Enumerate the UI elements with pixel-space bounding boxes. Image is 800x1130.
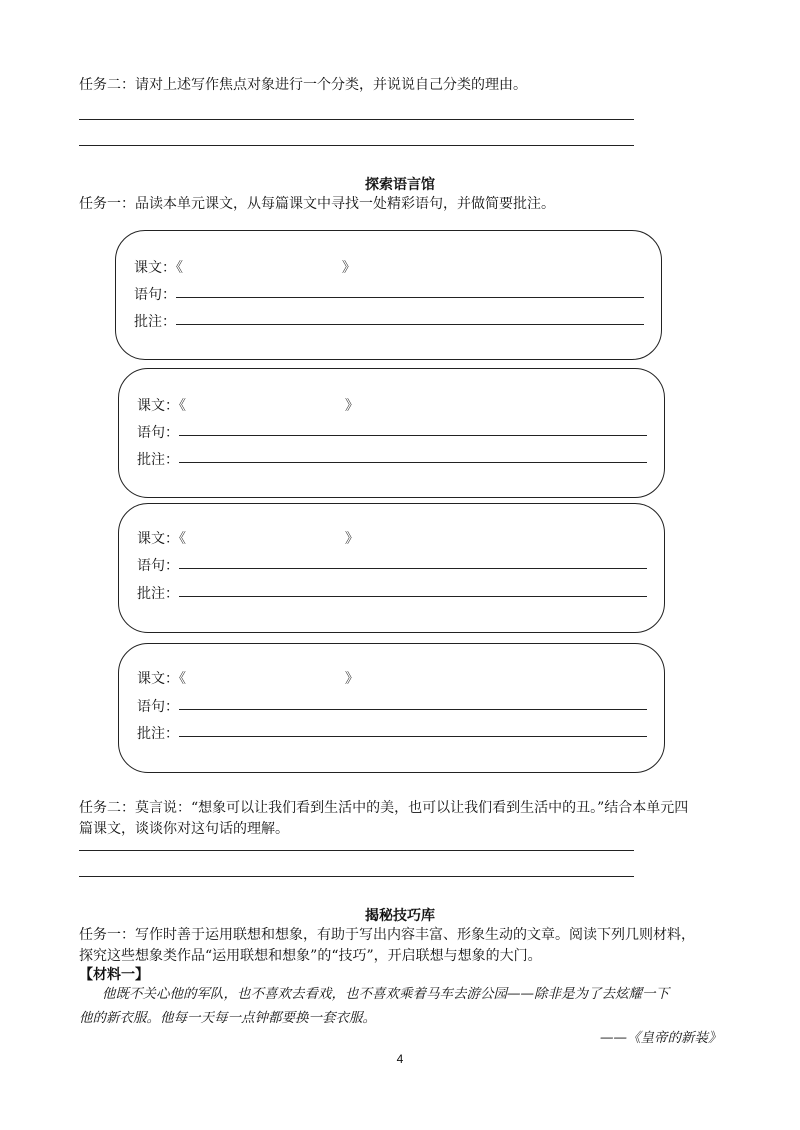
sentence-label: 语句： — [137, 425, 179, 441]
note-label: 批注： — [137, 452, 179, 468]
answer-line[interactable] — [79, 876, 634, 877]
sentence-line[interactable] — [179, 568, 647, 569]
task2-quote-line1: 任务二：莫言说：“想象可以让我们看到生活中的美，也可以让我们看到生活中的丑。”结合本单元四 — [79, 800, 689, 816]
task1-technique-line2: 探究这些想象类作品“运用联想和想象”的“技巧”，开启联想与想象的大门。 — [79, 948, 542, 964]
note-line[interactable] — [179, 736, 647, 737]
section-heading-techniques: 揭秘技巧库 — [365, 908, 435, 924]
lesson-label: 课文：《 — [134, 260, 183, 276]
task1-technique-line1: 任务一：写作时善于运用联想和想象，有助于写出内容丰富、形象生动的文章。阅读下列几则材料， — [79, 927, 695, 943]
lesson-label: 课文：《 — [137, 671, 186, 687]
annotation-card — [118, 643, 665, 773]
lesson-label: 课文：《 — [137, 531, 186, 547]
lesson-label: 课文：《 — [137, 398, 186, 414]
note-label: 批注： — [134, 314, 176, 330]
lesson-close: 》 — [341, 260, 356, 276]
page-number: 4 — [396, 1052, 404, 1066]
sentence-label: 语句： — [134, 287, 176, 303]
section-heading-language: 探索语言馆 — [365, 177, 435, 193]
sentence-label: 语句： — [137, 699, 179, 715]
annotation-card — [115, 230, 662, 360]
material-line2: 他的新衣服。他每一天每一点钟都要换一套衣服。 — [79, 1010, 376, 1026]
note-label: 批注： — [137, 726, 179, 742]
material-source: ——《皇帝的新装》 — [600, 1030, 722, 1046]
material-title: 【材料一】 — [79, 967, 149, 983]
answer-line[interactable] — [79, 850, 634, 851]
lesson-close: 》 — [344, 671, 359, 687]
lesson-close: 》 — [344, 531, 359, 547]
sentence-label: 语句： — [137, 558, 179, 574]
sentence-line[interactable] — [176, 297, 644, 298]
note-line[interactable] — [179, 596, 647, 597]
lesson-row — [137, 668, 359, 688]
task1-prompt: 任务一：品读本单元课文，从每篇课文中寻找一处精彩语句，并做简要批注。 — [79, 196, 555, 212]
lesson-close: 》 — [344, 398, 359, 414]
annotation-card — [118, 368, 665, 498]
material-line1: 他既不关心他的军队，也不喜欢去看戏，也不喜欢乘着马车去游公园——除非是为了去炫耀一下 — [102, 986, 669, 1002]
task2-prompt: 任务二：请对上述写作焦点对象进行一个分类，并说说自己分类的理由。 — [79, 77, 527, 93]
answer-line[interactable] — [79, 119, 634, 120]
task2-quote-line2: 篇课文，谈谈你对这句话的理解。 — [79, 821, 289, 837]
note-line[interactable] — [176, 324, 644, 325]
sentence-line[interactable] — [179, 435, 647, 436]
lesson-row — [137, 528, 359, 548]
note-line[interactable] — [179, 462, 647, 463]
lesson-row — [134, 257, 356, 277]
annotation-card — [118, 503, 665, 633]
lesson-row — [137, 395, 359, 415]
answer-line[interactable] — [79, 145, 634, 146]
note-label: 批注： — [137, 586, 179, 602]
sentence-line[interactable] — [179, 709, 647, 710]
